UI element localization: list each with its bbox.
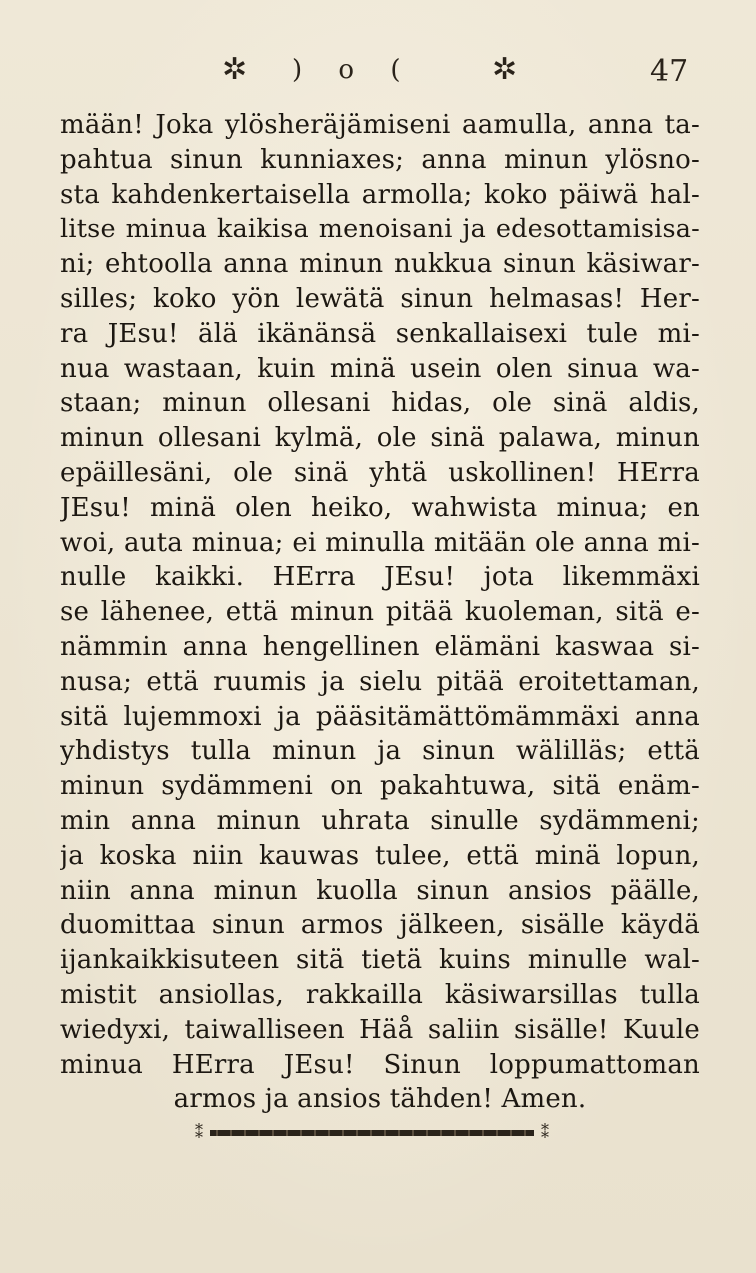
text-line: nulle kaikki. HErra JEsu! jota likemmäxi (60, 562, 700, 593)
text-line: minua HErra JEsu! Sinun loppumattoman (60, 1049, 700, 1080)
text-line: silles; koko yön lewätä sinun helmasas! Her- (60, 283, 700, 314)
text-line: se lähenee, että minun pitää kuoleman, sitä e- (60, 597, 700, 628)
text-line: litse minua kaikisa menoisani ja edesottamisisa- (60, 214, 700, 245)
text-line: woi, auta minua; ei minulla mitään ole anna mi- (60, 527, 700, 558)
text-line: pahtua sinun kunniaxes; anna minun ylösno- (60, 144, 700, 175)
text-line: JEsu! minä olen heiko, wahwista minua; en (60, 492, 700, 523)
text-line: nua wastaan, kuin minä usein olen sinua wa- (60, 353, 700, 384)
text-line: niin anna minun kuolla sinun ansios päälle, (60, 875, 700, 906)
text-line: staan; minun ollesani hidas, ole sinä aldis, (60, 388, 700, 419)
text-line: ja koska niin kauwas tulee, että minä lopun, (60, 840, 700, 871)
text-line: duomittaa sinun armos jälkeen, sisälle käydä (60, 910, 700, 941)
text-line: nusa; että ruumis ja sielu pitää eroitettaman, (60, 666, 700, 697)
text-line: minun ollesani kylmä, ole sinä palawa, minun (60, 423, 700, 454)
text-line: ni; ehtoolla anna minun nukkua sinun käsiwar- (60, 249, 700, 280)
text-line: minun sydämmeni on pakahtuwa, sitä enäm- (60, 771, 700, 802)
text-line: ra JEsu! älä ikänänsä senkallaisexi tule mi- (60, 318, 700, 349)
text-line: min anna minun uhrata sinulle sydämmeni; (60, 805, 700, 836)
page-number: 47 (650, 54, 689, 89)
text-line: mistit ansiollas, rakkailla käsiwarsillas tulla (60, 979, 700, 1010)
rule-end-icon: ⁑ (541, 1123, 549, 1142)
decorative-rule (192, 1123, 552, 1142)
text-line: mään! Joka ylösheräjämiseni aamulla, anna ta- (60, 110, 700, 140)
text-line-final: armos ja ansios tähden! Amen. (173, 1084, 587, 1115)
rule-bar (210, 1130, 534, 1136)
right-ornament-icon: ✲ (492, 52, 518, 87)
text-line: sta kahdenkertaisella armolla; koko päiwä hal- (60, 179, 700, 210)
text-line: nämmin anna hengellinen elämäni kaswaa si- (60, 631, 700, 662)
running-head: ) o ( (292, 55, 415, 85)
page-header (0, 50, 756, 90)
text-line: ijankaikkisuteen sitä tietä kuins minulle wal- (60, 945, 700, 976)
left-ornament-icon: ✲ (222, 52, 248, 87)
rule-end-icon: ⁑ (195, 1123, 203, 1142)
prayer-text (60, 108, 700, 1117)
text-line: epäillesäni, ole sinä yhtä uskollinen! HErra (60, 457, 700, 488)
text-line: wiedyxi, taiwalliseen Häå saliin sisälle! Kuule (60, 1014, 700, 1045)
text-line: yhdistys tulla minun ja sinun wälilläs; että (60, 736, 700, 767)
text-line: sitä lujemmoxi ja pääsitämättömämmäxi anna (60, 701, 700, 732)
